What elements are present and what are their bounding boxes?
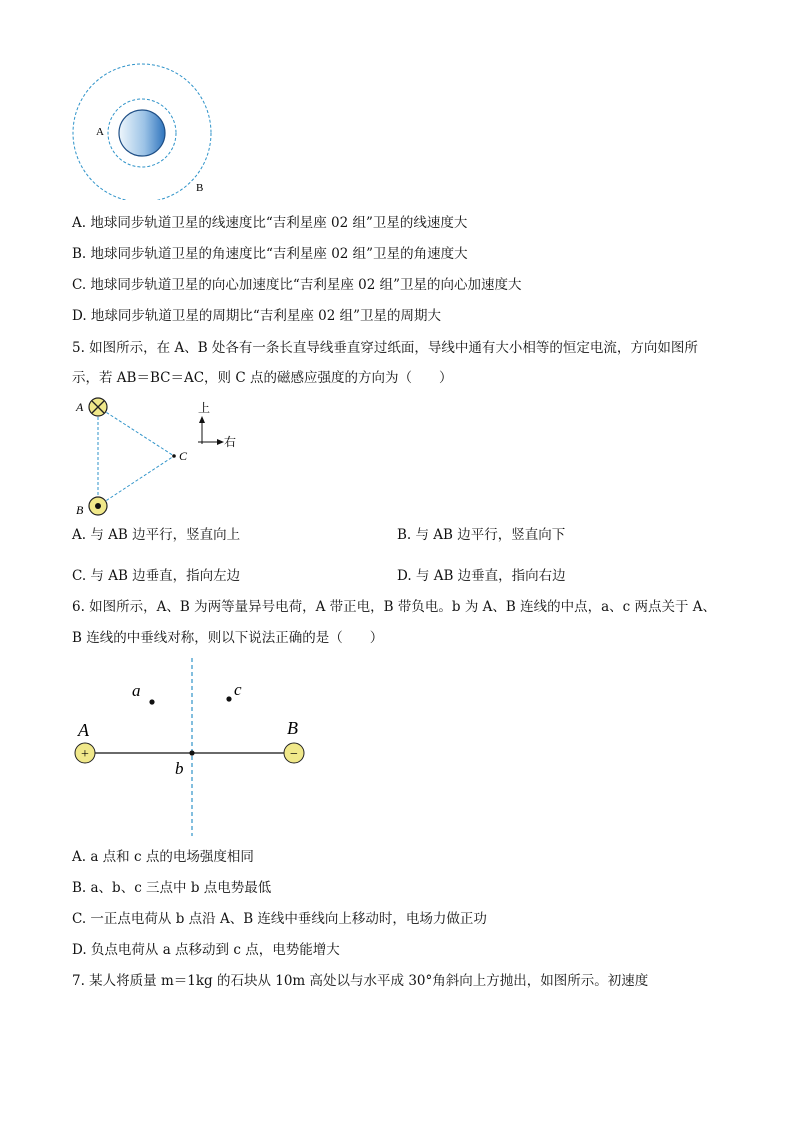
point-b <box>189 750 194 755</box>
axis-label-up: 上 <box>198 401 211 415</box>
point-c <box>172 454 176 458</box>
q6-option-d: D. 负点电荷从 a 点移动到 c 点，电势能增大 <box>72 942 340 958</box>
q6-option-b: B. a、b、c 三点中 b 点电势最低 <box>72 880 272 896</box>
label-charge-b: B <box>287 718 298 738</box>
q6-option-c: C. 一正点电荷从 b 点沿 A、B 连线中垂线向上移动时，电场力做正功 <box>72 911 487 927</box>
wire-label-c: C <box>179 449 188 463</box>
q4-option-d: D. 地球同步轨道卫星的周期比“吉利星座 02 组”卫星的周期大 <box>72 308 441 324</box>
point-c <box>226 696 231 701</box>
q5-option-a: A. 与 AB 边平行，竖直向上 <box>72 527 241 543</box>
wire-label-b: B <box>76 503 84 517</box>
q5-option-d: D. 与 AB 边垂直，指向右边 <box>397 568 566 584</box>
orbit-label-a: A <box>96 126 104 138</box>
label-c: c <box>234 680 242 699</box>
label-charge-a: A <box>78 720 89 740</box>
q4-option-b: B. 地球同步轨道卫星的角速度比“吉利星座 02 组”卫星的角速度大 <box>72 246 468 262</box>
q6-stem-line2: B 连线的中垂线对称，则以下说法正确的是（ ） <box>72 630 384 646</box>
axis-label-right: 右 <box>224 435 237 449</box>
orbit-figure <box>66 60 226 200</box>
label-b: b <box>175 759 184 778</box>
plus-sign: + <box>81 747 89 762</box>
q5-option-b: B. 与 AB 边平行，竖直向下 <box>397 527 566 543</box>
q5-stem-line1: 5. 如图所示，在 A、B 处各有一条长直导线垂直穿过纸面，导线中通有大小相等的恒定电流，方向如图所 <box>72 340 698 356</box>
charge-figure <box>70 656 320 838</box>
point-a <box>149 699 154 704</box>
q7-stem-line1: 7. 某人将质量 m＝1kg 的石块从 10m 高处以与水平成 30°角斜向上方抛出，如图所示。初速度 <box>72 973 649 989</box>
wire-label-a: A <box>76 400 84 414</box>
q5-stem-line2: 示，若 AB＝BC＝AC，则 C 点的磁感应强度的方向为（ ） <box>72 370 453 386</box>
q5-option-c: C. 与 AB 边垂直，指向左边 <box>72 568 241 584</box>
wire-b-out-of-page <box>89 497 107 515</box>
wire-figure <box>70 394 250 520</box>
q6-option-a: A. a 点和 c 点的电场强度相同 <box>72 849 254 865</box>
q6-stem-line1: 6. 如图所示，A、B 为两等量异号电荷，A 带正电，B 带负电。b 为 A、B 连线的中点，a、c 两点关于 A、 <box>72 599 717 615</box>
minus-sign: − <box>290 747 298 762</box>
orbit-label-b: B <box>196 182 204 194</box>
direction-axes <box>198 416 224 445</box>
wire-a-into-page <box>89 398 107 416</box>
earth <box>119 110 165 156</box>
q4-option-a: A. 地球同步轨道卫星的线速度比“吉利星座 02 组”卫星的线速度大 <box>72 215 468 231</box>
q4-option-c: C. 地球同步轨道卫星的向心加速度比“吉利星座 02 组”卫星的向心加速度大 <box>72 277 522 293</box>
label-a: a <box>132 681 141 700</box>
